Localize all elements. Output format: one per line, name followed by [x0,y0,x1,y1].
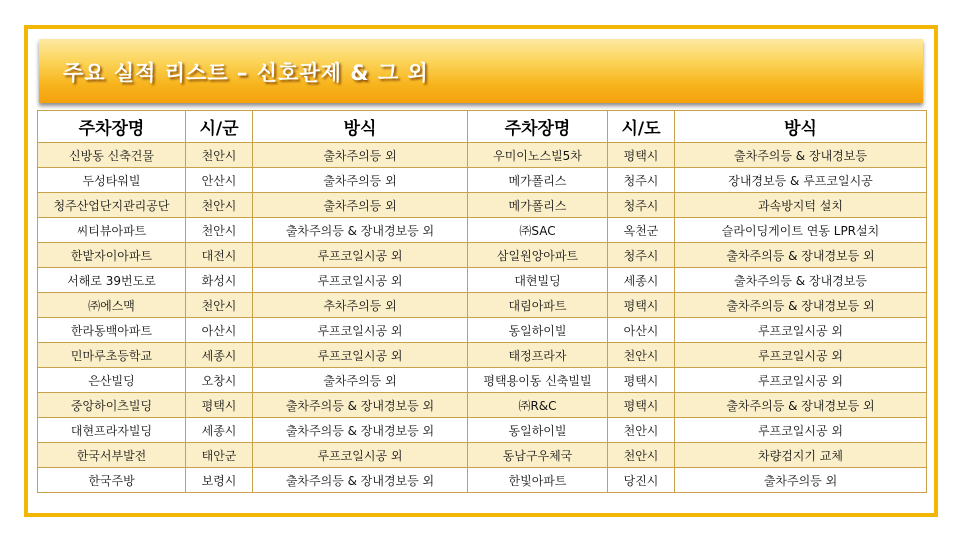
cell-parking-name-right: 대현빌딩 [468,268,608,293]
cell-parking-name-left: 두성타워빌 [38,168,186,193]
cell-parking-name-right: 태정프라자 [468,343,608,368]
cell-city-left: 천안시 [186,143,253,168]
cell-parking-name-right: 대림아파트 [468,293,608,318]
cell-city-left: 세종시 [186,418,253,443]
table-row [38,368,927,393]
header-city-right: 시/도 [608,111,675,143]
cell-method-right: 출차주의등 & 장내경보등 [675,143,927,168]
cell-parking-name-left: 한라동백아파트 [38,318,186,343]
cell-method-left: 출차주의등 외 [253,368,468,393]
cell-parking-name-right: ㈜SAC [468,218,608,243]
cell-city-right: 평택시 [608,368,675,393]
cell-method-right: 루프코일시공 외 [675,368,927,393]
cell-city-right: 청주시 [608,193,675,218]
cell-city-right: 평택시 [608,143,675,168]
cell-city-right: 아산시 [608,318,675,343]
cell-city-right: 천안시 [608,418,675,443]
cell-city-left: 보령시 [186,468,253,493]
table-row [38,143,927,168]
cell-method-left: 루프코일시공 외 [253,268,468,293]
cell-parking-name-right: 한빛아파트 [468,468,608,493]
cell-method-left: 출차주의등 & 장내경보등 외 [253,393,468,418]
table-row [38,193,927,218]
cell-parking-name-left: 신방동 신축건물 [38,143,186,168]
cell-method-left: 루프코일시공 외 [253,243,468,268]
cell-city-left: 안산시 [186,168,253,193]
table-row [38,218,927,243]
cell-parking-name-left: 한국주방 [38,468,186,493]
cell-method-right: 루프코일시공 외 [675,318,927,343]
header-parking-name-left: 주차장명 [38,111,186,143]
cell-method-right: 루프코일시공 외 [675,418,927,443]
cell-city-right: 평택시 [608,393,675,418]
cell-method-right: 출차주의등 외 [675,468,927,493]
cell-parking-name-left: 서해로 39번도로 [38,268,186,293]
cell-parking-name-right: 메가폴리스 [468,168,608,193]
table-row [38,293,927,318]
cell-method-right: 출차주의등 & 장내경보등 외 [675,293,927,318]
cell-parking-name-left: 한국서부발전 [38,443,186,468]
cell-city-left: 세종시 [186,343,253,368]
results-table [37,110,927,493]
table-header-row [38,111,927,143]
table-row [38,443,927,468]
cell-method-right: 출차주의등 & 장내경보등 외 [675,243,927,268]
header-method-right: 방식 [675,111,927,143]
cell-city-right: 옥천군 [608,218,675,243]
cell-parking-name-left: 민마루초등학교 [38,343,186,368]
cell-parking-name-right: 우미이노스빌5차 [468,143,608,168]
cell-parking-name-right: 동남구우체국 [468,443,608,468]
cell-city-right: 세종시 [608,268,675,293]
cell-method-right: 슬라이딩게이트 연동 LPR설치 [675,218,927,243]
cell-parking-name-left: 한밭자이아파트 [38,243,186,268]
header-method-left: 방식 [253,111,468,143]
cell-method-left: 출차주의등 외 [253,193,468,218]
cell-parking-name-right: 평택용이동 신축빌빌 [468,368,608,393]
cell-method-right: 출차주의등 & 장내경보등 [675,268,927,293]
cell-method-left: 출차주의등 & 장내경보등 외 [253,418,468,443]
table-body [38,143,927,493]
cell-city-left: 천안시 [186,293,253,318]
cell-city-left: 천안시 [186,218,253,243]
table-row [38,243,927,268]
cell-method-right: 루프코일시공 외 [675,343,927,368]
table-row [38,393,927,418]
table-row [38,268,927,293]
cell-city-left: 아산시 [186,318,253,343]
cell-method-right: 차량검지기 교체 [675,443,927,468]
results-table-container [37,110,926,493]
cell-city-left: 태안군 [186,443,253,468]
table-row [38,168,927,193]
table-row [38,318,927,343]
cell-method-right: 과속방지턱 설치 [675,193,927,218]
cell-city-right: 평택시 [608,293,675,318]
cell-parking-name-left: 은산빌딩 [38,368,186,393]
header-city-left: 시/군 [186,111,253,143]
cell-parking-name-left: 중앙하이츠빌딩 [38,393,186,418]
cell-parking-name-right: 동일하이빌 [468,418,608,443]
cell-method-left: 루프코일시공 외 [253,443,468,468]
cell-city-left: 천안시 [186,193,253,218]
cell-parking-name-left: 청주산업단지관리공단 [38,193,186,218]
cell-method-left: 출차주의등 & 장내경보등 외 [253,468,468,493]
cell-city-left: 대전시 [186,243,253,268]
cell-method-left: 루프코일시공 외 [253,318,468,343]
cell-city-right: 당진시 [608,468,675,493]
cell-city-right: 천안시 [608,443,675,468]
cell-parking-name-right: 메가폴리스 [468,193,608,218]
table-row [38,343,927,368]
cell-parking-name-right: ㈜R&C [468,393,608,418]
cell-city-left: 오창시 [186,368,253,393]
cell-parking-name-right: 삼일원앙아파트 [468,243,608,268]
cell-method-left: 출차주의등 외 [253,168,468,193]
cell-method-right: 출차주의등 & 장내경보등 외 [675,393,927,418]
table-row [38,468,927,493]
cell-city-left: 평택시 [186,393,253,418]
cell-parking-name-left: 대현프라자빌딩 [38,418,186,443]
slide-frame [24,25,938,517]
table-row [38,418,927,443]
title-banner [39,39,923,103]
cell-parking-name-left: ㈜에스맥 [38,293,186,318]
cell-city-right: 청주시 [608,243,675,268]
cell-city-left: 화성시 [186,268,253,293]
cell-city-right: 천안시 [608,343,675,368]
cell-method-left: 출차주의등 외 [253,143,468,168]
cell-city-right: 청주시 [608,168,675,193]
cell-method-left: 루프코일시공 외 [253,343,468,368]
cell-method-right: 장내경보등 & 루프코일시공 [675,168,927,193]
cell-parking-name-left: 씨티뷰아파트 [38,218,186,243]
cell-method-left: 추차주의등 외 [253,293,468,318]
cell-method-left: 출차주의등 & 장내경보등 외 [253,218,468,243]
cell-parking-name-right: 동일하이빌 [468,318,608,343]
header-parking-name-right: 주차장명 [468,111,608,143]
page-title: 주요 실적 리스트 – 신호관제 & 그 외 [63,61,429,85]
